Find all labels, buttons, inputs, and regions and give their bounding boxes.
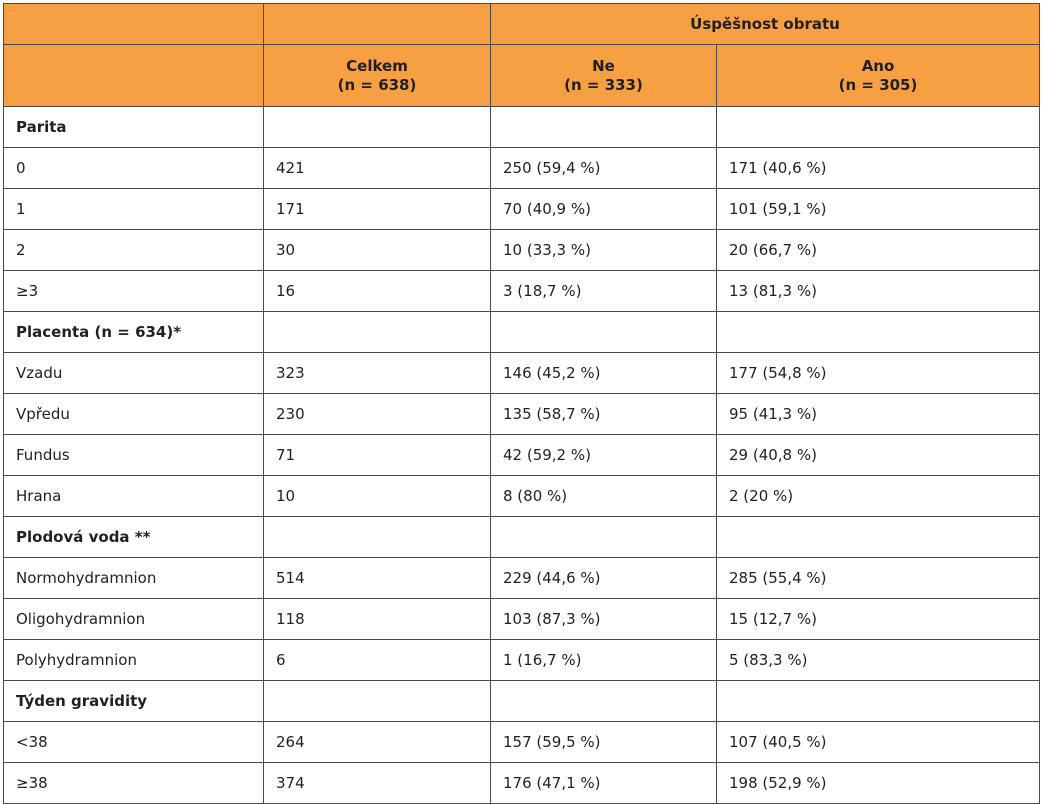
row-label-cell: Vpředu	[4, 394, 264, 435]
row-label-cell: Hrana	[4, 476, 264, 517]
table-row	[4, 394, 1040, 435]
no-cell: 176 (47,1 %)	[491, 763, 717, 804]
row-label-cell: 2	[4, 230, 264, 271]
no-cell: 42 (59,2 %)	[491, 435, 717, 476]
header-empty-cell	[264, 4, 491, 45]
table-row	[4, 558, 1040, 599]
yes-cell	[717, 681, 1040, 722]
header-col-yes	[717, 45, 1040, 107]
total-cell	[264, 681, 491, 722]
no-cell: 3 (18,7 %)	[491, 271, 717, 312]
row-label-cell: ≥38	[4, 763, 264, 804]
section-row	[4, 517, 1040, 558]
results-table	[3, 3, 1040, 804]
section-row	[4, 312, 1040, 353]
table-row	[4, 640, 1040, 681]
yes-cell: 15 (12,7 %)	[717, 599, 1040, 640]
no-cell: 10 (33,3 %)	[491, 230, 717, 271]
yes-cell	[717, 107, 1040, 148]
yes-cell: 285 (55,4 %)	[717, 558, 1040, 599]
row-label-cell: ≥3	[4, 271, 264, 312]
total-cell: 421	[264, 148, 491, 189]
table-row	[4, 763, 1040, 804]
total-cell	[264, 517, 491, 558]
total-cell: 118	[264, 599, 491, 640]
header-col-no-n: (n = 333)	[564, 75, 643, 94]
no-cell	[491, 107, 717, 148]
table-row	[4, 271, 1040, 312]
yes-cell: 95 (41,3 %)	[717, 394, 1040, 435]
table-body	[4, 107, 1040, 804]
yes-cell: 20 (66,7 %)	[717, 230, 1040, 271]
table-header	[4, 4, 1040, 107]
row-label-cell: Fundus	[4, 435, 264, 476]
no-cell: 1 (16,7 %)	[491, 640, 717, 681]
section-label-cell: Parita	[4, 107, 264, 148]
total-cell: 230	[264, 394, 491, 435]
header-col-no-label: Ne	[592, 56, 615, 75]
header-col-total-label: Celkem	[346, 56, 408, 75]
total-cell: 171	[264, 189, 491, 230]
section-label-cell: Placenta (n = 634)*	[4, 312, 264, 353]
yes-cell	[717, 312, 1040, 353]
no-cell: 70 (40,9 %)	[491, 189, 717, 230]
yes-cell: 29 (40,8 %)	[717, 435, 1040, 476]
table-row	[4, 599, 1040, 640]
yes-cell: 177 (54,8 %)	[717, 353, 1040, 394]
header-col-no	[491, 45, 717, 107]
total-cell: 323	[264, 353, 491, 394]
row-label-cell: Normohydramnion	[4, 558, 264, 599]
section-row	[4, 681, 1040, 722]
total-cell	[264, 107, 491, 148]
table-row	[4, 722, 1040, 763]
table-row	[4, 148, 1040, 189]
table-row	[4, 230, 1040, 271]
total-cell: 374	[264, 763, 491, 804]
no-cell: 250 (59,4 %)	[491, 148, 717, 189]
total-cell: 71	[264, 435, 491, 476]
yes-cell	[717, 517, 1040, 558]
table-row	[4, 189, 1040, 230]
no-cell: 135 (58,7 %)	[491, 394, 717, 435]
row-label-cell: Oligohydramnion	[4, 599, 264, 640]
no-cell: 146 (45,2 %)	[491, 353, 717, 394]
table-row	[4, 353, 1040, 394]
total-cell	[264, 312, 491, 353]
no-cell	[491, 517, 717, 558]
yes-cell: 171 (40,6 %)	[717, 148, 1040, 189]
header-empty-cell	[4, 45, 264, 107]
section-label-cell: Plodová voda **	[4, 517, 264, 558]
header-col-yes-label: Ano	[861, 56, 895, 75]
yes-cell: 2 (20 %)	[717, 476, 1040, 517]
row-label-cell: 0	[4, 148, 264, 189]
total-cell: 514	[264, 558, 491, 599]
section-label-cell: Týden gravidity	[4, 681, 264, 722]
no-cell: 229 (44,6 %)	[491, 558, 717, 599]
header-col-total-n: (n = 638)	[337, 75, 417, 94]
row-label-cell: 1	[4, 189, 264, 230]
no-cell	[491, 312, 717, 353]
yes-cell: 5 (83,3 %)	[717, 640, 1040, 681]
header-col-total	[264, 45, 491, 107]
yes-cell: 198 (52,9 %)	[717, 763, 1040, 804]
table-row	[4, 476, 1040, 517]
no-cell: 8 (80 %)	[491, 476, 717, 517]
yes-cell: 107 (40,5 %)	[717, 722, 1040, 763]
header-group-title: Úspěšnost obratu	[491, 4, 1040, 45]
total-cell: 10	[264, 476, 491, 517]
total-cell: 6	[264, 640, 491, 681]
total-cell: 30	[264, 230, 491, 271]
row-label-cell: Vzadu	[4, 353, 264, 394]
row-label-cell: Polyhydramnion	[4, 640, 264, 681]
no-cell: 157 (59,5 %)	[491, 722, 717, 763]
header-col-yes-n: (n = 305)	[838, 75, 918, 94]
no-cell: 103 (87,3 %)	[491, 599, 717, 640]
section-row	[4, 107, 1040, 148]
no-cell	[491, 681, 717, 722]
header-empty-cell	[4, 4, 264, 45]
total-cell: 264	[264, 722, 491, 763]
header-row-group	[4, 4, 1040, 45]
header-row-columns	[4, 45, 1040, 107]
row-label-cell: <38	[4, 722, 264, 763]
total-cell: 16	[264, 271, 491, 312]
yes-cell: 101 (59,1 %)	[717, 189, 1040, 230]
yes-cell: 13 (81,3 %)	[717, 271, 1040, 312]
table-row	[4, 435, 1040, 476]
